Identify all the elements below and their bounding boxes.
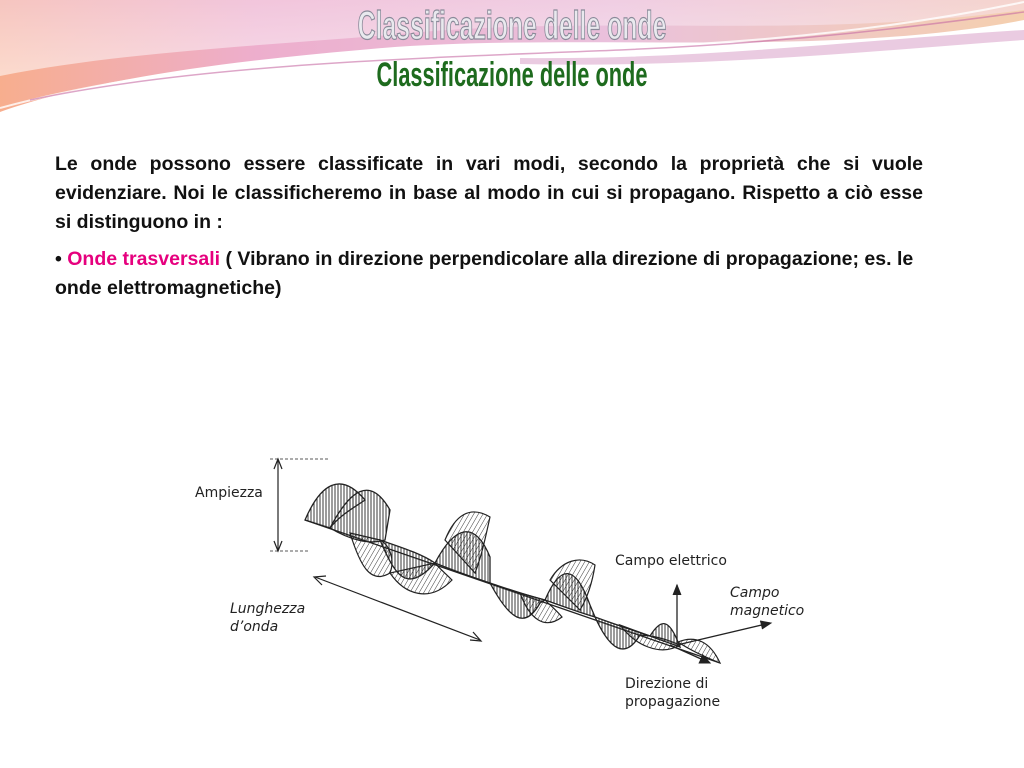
- wavelength-dimension-line: [315, 577, 480, 640]
- bullet-term: Onde trasversali: [67, 248, 221, 270]
- propagation-direction-label-line2: propagazione: [625, 694, 721, 710]
- magnetic-field-label-line1: Campo: [730, 585, 780, 601]
- transverse-wave-diagram: [190, 445, 850, 720]
- electric-field-label: Campo elettrico: [615, 553, 727, 569]
- slide-title: Classificazione delle onde: [376, 56, 648, 94]
- intro-paragraph: Le onde possono essere classificate in vari modi, secondo la proprietà che si vuole evidenziare. Noi le classificheremo in base al modo in cui si propagano. Rispetto a ciò esse si distinguono in :: [55, 153, 923, 233]
- magnetic-field-axis: [677, 623, 770, 645]
- bullet-marker: •: [55, 248, 62, 270]
- body-text: [55, 150, 923, 303]
- bullet-item: [55, 245, 923, 303]
- amplitude-label: Ampiezza: [195, 485, 263, 501]
- magnetic-field-label-line2: magnetico: [730, 603, 805, 619]
- propagation-direction-label-line1: Direzione di: [625, 676, 709, 692]
- bullet-description: ( Vibrano in direzione perpendicolare alla direzione di propagazione; es. le onde elettromagnetiche): [55, 248, 914, 299]
- wavelength-label-line2: d’onda: [230, 619, 279, 635]
- wavelength-label-line1: Lunghezza: [230, 601, 306, 617]
- slide-title-shadow: Classificazione delle onde: [357, 4, 667, 48]
